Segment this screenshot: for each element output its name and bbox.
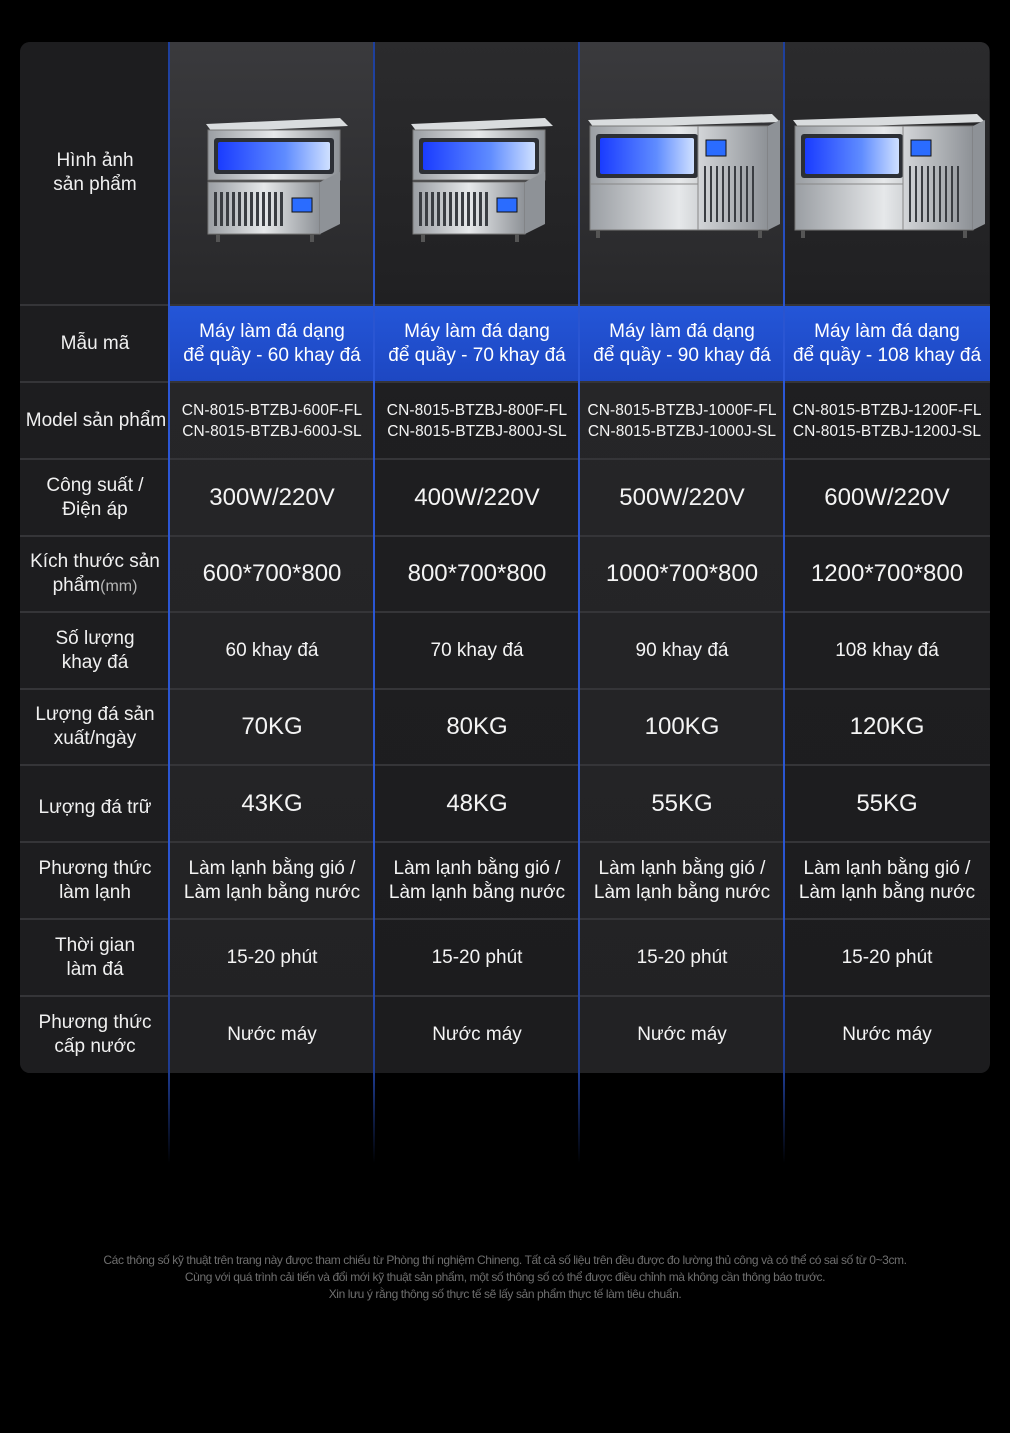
product-power: 600W/220V	[824, 483, 950, 511]
product-output: 120KG	[849, 713, 925, 740]
product-output: 100KG	[644, 713, 720, 740]
label-cooling: Phương thức làm lạnh	[38, 857, 152, 903]
product-model: CN-8015-BTZBJ-1000F-FL CN-8015-BTZBJ-1000J-SL	[587, 401, 777, 440]
column-divider-fade	[783, 1073, 785, 1163]
spec-table	[20, 42, 990, 1073]
disclaimer-line-3: Xin lưu ý rằng thông số thực tế sẽ lấy sản phẩm thực tế làm tiêu chuẩn.	[328, 1287, 682, 1301]
disclaimer-line-1: Các thông số kỹ thuật trên trang này được tham chiếu từ Phòng thí nghiệm Chineng. Tất cả số liệu trên đều được đo lường thủ công và có thể có sai số từ 0~3cm.	[103, 1253, 907, 1267]
label-output: Lượng đá sản xuất/ngày	[35, 704, 155, 749]
label-trays: Số lượng khay đá	[55, 627, 135, 673]
product-water: Nước máy	[432, 1024, 522, 1045]
label-water: Phương thức cấp nước	[38, 1012, 152, 1057]
product-model: CN-8015-BTZBJ-1200F-FL CN-8015-BTZBJ-1200J-SL	[792, 401, 982, 440]
label-storage: Lượng đá trữ	[38, 796, 152, 818]
ice-machine-90-image	[586, 110, 782, 250]
product-output: 80KG	[446, 713, 508, 740]
product-trays: 108 khay đá	[835, 639, 939, 661]
product-size: 1000*700*800	[605, 560, 759, 587]
label-power: Công suất / Điện áp	[46, 474, 144, 520]
product-time: 15-20 phút	[636, 946, 728, 968]
product-cooling: Làm lạnh bằng gió / Làm lạnh bằng nước	[593, 857, 771, 903]
product-water: Nước máy	[637, 1024, 727, 1045]
product-time: 15-20 phút	[431, 946, 523, 968]
product-power: 300W/220V	[209, 483, 335, 511]
label-time: Thời gian làm đá	[54, 934, 136, 980]
product-name: Máy làm đá dạng để quầy - 60 khay đá	[183, 320, 361, 366]
ice-machine-70-image	[405, 112, 555, 252]
column-divider-fade	[578, 1073, 580, 1163]
product-cooling: Làm lạnh bằng gió / Làm lạnh bằng nước	[798, 857, 976, 903]
ice-machine-60-image	[200, 112, 350, 252]
product-name: Máy làm đá dạng để quầy - 90 khay đá	[593, 320, 771, 366]
product-time: 15-20 phút	[226, 946, 318, 968]
product-model: CN-8015-BTZBJ-800F-FL CN-8015-BTZBJ-800J-SL	[386, 401, 568, 440]
product-size: 600*700*800	[202, 560, 342, 587]
product-storage: 55KG	[651, 789, 713, 817]
product-cooling: Làm lạnh bằng gió / Làm lạnh bằng nước	[183, 857, 361, 903]
product-storage: 48KG	[446, 789, 508, 817]
product-power: 400W/220V	[414, 483, 540, 511]
disclaimer-line-2: Cùng với quá trình cải tiến và đổi mới kỹ thuật sản phẩm, một số thông số có thể được điều chỉnh mà không cần thông báo trước.	[184, 1270, 826, 1284]
product-power: 500W/220V	[619, 483, 745, 511]
product-time: 15-20 phút	[841, 946, 933, 968]
product-storage: 55KG	[856, 789, 918, 817]
product-size: 800*700*800	[407, 560, 547, 587]
product-name: Máy làm đá dạng để quầy - 70 khay đá	[388, 320, 566, 366]
product-name: Máy làm đá dạng để quầy - 108 khay đá	[792, 320, 982, 366]
column-divider-fade	[373, 1073, 375, 1163]
label-model-name: Mẫu mã	[60, 332, 130, 354]
product-water: Nước máy	[227, 1024, 317, 1045]
ice-machine-108-image	[791, 110, 987, 250]
product-size: 1200*700*800	[810, 560, 964, 587]
label-size: Kích thước sản phẩm(mm)	[30, 550, 160, 596]
product-storage: 43KG	[241, 789, 303, 817]
product-trays: 90 khay đá	[635, 639, 729, 661]
product-trays: 60 khay đá	[225, 639, 319, 661]
product-cooling: Làm lạnh bằng gió / Làm lạnh bằng nước	[388, 857, 566, 903]
label-image: Hình ảnh sản phẩm	[53, 150, 137, 195]
label-model-code: Model sản phẩm	[25, 409, 167, 431]
product-model: CN-8015-BTZBJ-600F-FL CN-8015-BTZBJ-600J-SL	[181, 401, 363, 440]
product-trays: 70 khay đá	[430, 639, 524, 661]
product-water: Nước máy	[842, 1024, 932, 1045]
column-divider-fade	[168, 1073, 170, 1163]
product-output: 70KG	[241, 713, 303, 740]
